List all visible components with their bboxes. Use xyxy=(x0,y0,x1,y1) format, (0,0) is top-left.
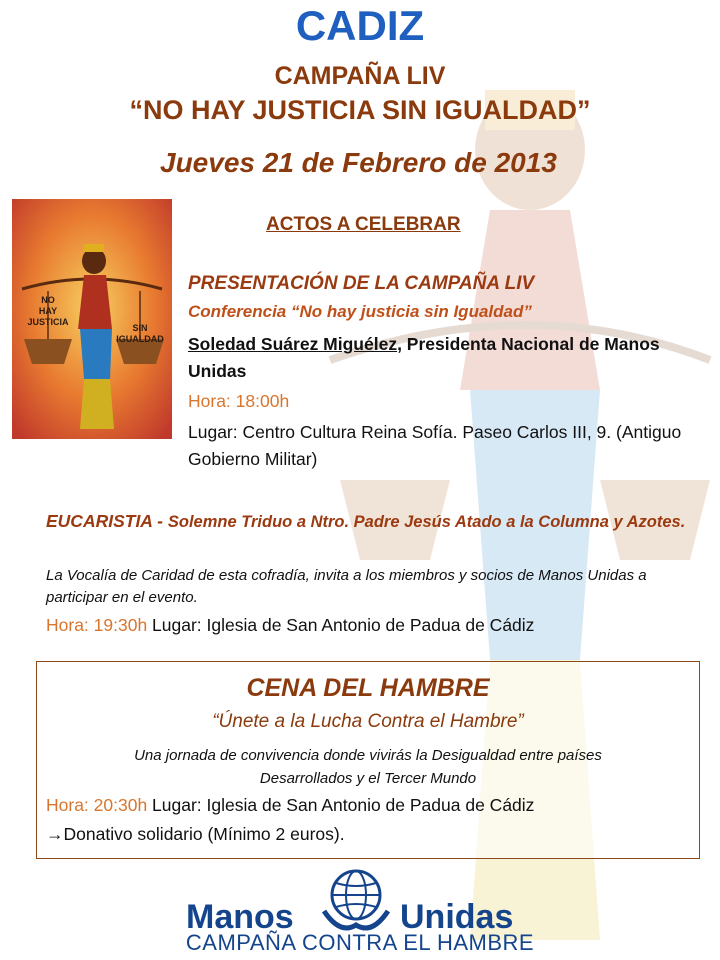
speaker-name: Soledad Suárez Miguélez xyxy=(188,334,398,354)
svg-text:JUSTICIA: JUSTICIA xyxy=(27,317,69,327)
acts-section-title: ACTOS A CELEBRAR xyxy=(266,214,461,235)
donation-text: Donativo solidario (Mínimo 2 euros). xyxy=(63,824,345,844)
eucaristia-title xyxy=(46,507,706,536)
campaign-title: CAMPAÑA LIV xyxy=(274,62,446,90)
presentation-place: Lugar: Centro Cultura Reina Sofía. Paseo Carlos III, 9. (Antiguo Gobierno Militar) xyxy=(188,422,682,469)
cena-description xyxy=(37,744,699,790)
speaker-role: , Presidenta Nacional de Manos Unidas xyxy=(188,334,660,381)
svg-text:HAY: HAY xyxy=(38,306,58,316)
eucaristia-label: EUCARISTIA - xyxy=(46,511,168,531)
presentation-time: Hora: 18:00h xyxy=(188,391,290,411)
svg-text:SIN: SIN xyxy=(132,323,148,333)
cena-title: CENA DEL HAMBRE xyxy=(246,674,490,702)
cena-place: Lugar: Iglesia de San Antonio de Padua de Cádiz xyxy=(147,795,535,815)
svg-text:NO: NO xyxy=(41,295,55,305)
arrow-right-icon: → xyxy=(46,824,64,844)
logo-subtitle: CAMPAÑA CONTRA EL HAMBRE xyxy=(185,930,535,955)
eucaristia-time: Hora: 19:30h xyxy=(46,615,148,635)
logo-word-manos: Manos xyxy=(186,898,294,936)
cena-donation xyxy=(46,824,345,845)
campaign-poster-image xyxy=(12,199,172,439)
cena-time: Hora: 20:30h xyxy=(46,795,148,815)
cena-schedule xyxy=(46,795,534,816)
cena-subtitle: “Únete a la Lucha Contra el Hambre” xyxy=(212,711,524,732)
presentation-title: PRESENTACIÓN DE LA CAMPAÑA LIV xyxy=(188,273,535,294)
campaign-slogan: “NO HAY JUSTICIA SIN IGUALDAD” xyxy=(129,95,591,125)
conference-title: Conferencia “No hay justicia sin Igualdad” xyxy=(188,302,532,321)
city-title: CADIZ xyxy=(295,2,425,49)
eucaristia-subtitle: Solemne Triduo a Ntro. Padre Jesús Atado a la Columna y Azotes. xyxy=(167,513,686,531)
eucaristia-schedule xyxy=(46,615,534,636)
svg-text:IGUALDAD: IGUALDAD xyxy=(116,334,164,344)
logo-word-unidas: Unidas xyxy=(400,898,514,936)
event-date: Jueves 21 de Febrero de 2013 xyxy=(160,147,557,178)
cena-description-line2: Desarrollados y el Tercer Mundo xyxy=(259,770,477,787)
eucaristia-place: Lugar: Iglesia de San Antonio de Padua de Cádiz xyxy=(147,615,535,635)
speaker-info xyxy=(188,331,708,385)
cena-del-hambre-box xyxy=(36,661,700,859)
cena-description-line1: Una jornada de convivencia donde vivirás la Desigualdad entre países xyxy=(134,747,602,764)
globe-hands-icon xyxy=(316,865,396,937)
eucaristia-description: La Vocalía de Caridad de esta cofradía, invita a los miembros y socios de Manos Unidas a participar en el evento. xyxy=(46,567,647,606)
